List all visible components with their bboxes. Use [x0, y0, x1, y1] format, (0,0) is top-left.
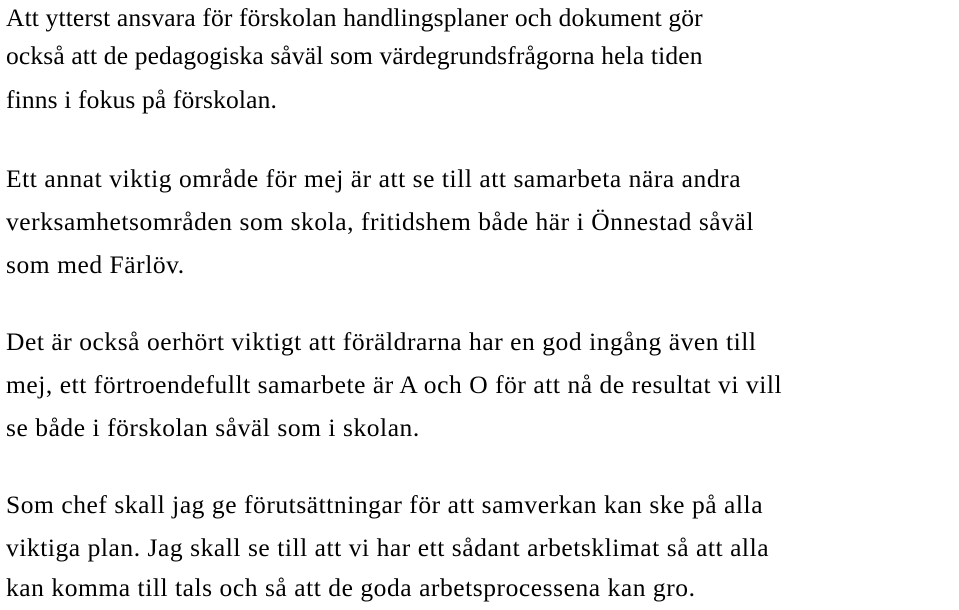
text-line: Ett annat viktig område för mej är att se till att samarbeta nära andra: [6, 164, 742, 193]
text-line: Som chef skall jag ge förutsättningar för att samverkan kan ske på alla: [6, 490, 764, 519]
text-line: Det är också oerhört viktigt att föräldrarna har en god ingång även till: [6, 327, 757, 356]
text-line: som med Färlöv.: [6, 250, 185, 279]
text-line: Att ytterst ansvara för förskolan handlingsplaner och dokument gör: [6, 3, 703, 32]
text-line: se både i förskolan såväl som i skolan.: [6, 413, 420, 442]
text-line: finns i fokus på förskolan.: [6, 85, 278, 114]
text-line: mej, ett förtroendefullt samarbete är A och O för att nå de resultat vi vill: [6, 370, 783, 399]
text-line: kan komma till tals och så att de goda arbetsprocessena kan gro.: [6, 573, 696, 602]
text-line: viktiga plan. Jag skall se till att vi har ett sådant arbetsklimat så att alla: [6, 533, 770, 562]
text-line: också att de pedagogiska såväl som värdegrundsfrågorna hela tiden: [6, 41, 703, 70]
text-line: verksamhetsområden som skola, fritidshem både här i Önnestad såväl: [6, 207, 754, 236]
